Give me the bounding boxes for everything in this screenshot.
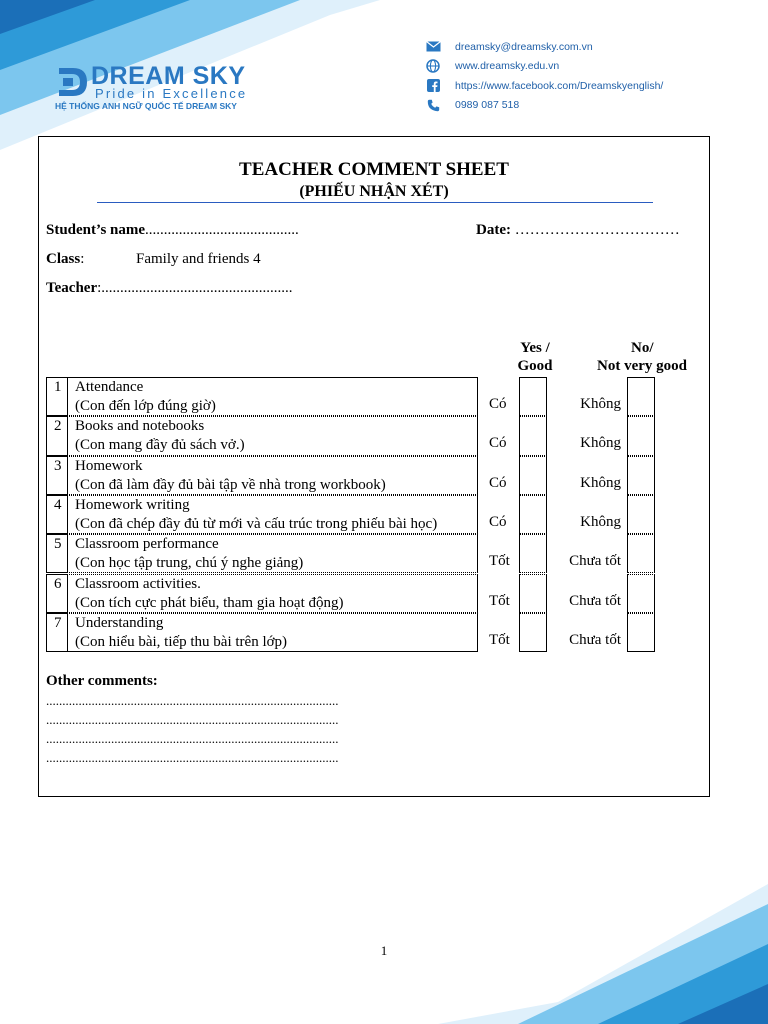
class-label: Class — [46, 251, 81, 267]
criteria-desc: (Con đã làm đầy đủ bài tập về nhà trong workbook) — [75, 476, 386, 493]
teacher-field[interactable] — [46, 280, 293, 297]
criteria-desc: (Con đến lớp đúng giờ) — [75, 398, 216, 414]
criteria-row — [46, 534, 478, 573]
class-value: Family and friends 4 — [136, 251, 261, 267]
criteria-row — [46, 416, 478, 455]
class-field — [46, 251, 84, 268]
logo-title: DREAM SKY — [91, 62, 246, 90]
page-number: 1 — [380, 943, 388, 958]
no-header-line2: Not very good — [597, 358, 687, 374]
no-not-good-header — [589, 339, 695, 375]
no-option-label: Không — [580, 474, 621, 491]
criteria-desc: (Con hiểu bài, tiếp thu bài trên lớp) — [75, 633, 288, 650]
yes-checkbox[interactable] — [519, 416, 547, 455]
contact-website-text[interactable]: www.dreamsky.edu.vn — [455, 60, 560, 73]
no-checkbox[interactable] — [627, 534, 655, 573]
comment-line[interactable]: .......................................................................................... — [46, 693, 339, 708]
contact-facebook-text[interactable]: https://www.facebook.com/Dreamskyenglish/ — [455, 79, 664, 92]
no-checkbox[interactable] — [627, 377, 655, 416]
criteria-name: Classroom activities. — [75, 575, 201, 592]
criteria-name: Homework writing — [75, 496, 190, 513]
criteria-name: Understanding — [75, 614, 164, 631]
contact-phone — [424, 96, 663, 116]
no-option-label: Chưa tốt — [569, 631, 621, 648]
contact-facebook — [424, 76, 663, 96]
contact-list — [424, 37, 663, 115]
yes-option-label: Có — [489, 396, 507, 412]
other-comments-label: Other comments: — [46, 673, 158, 689]
form-title: TEACHER COMMENT SHEET — [239, 159, 509, 180]
class-colon: : — [80, 251, 85, 267]
no-option-label: Không — [580, 513, 621, 530]
criteria-number: 1 — [46, 377, 67, 416]
teacher-value[interactable]: :................................................... — [97, 280, 293, 296]
criteria-description — [67, 495, 478, 534]
criteria-description — [67, 613, 478, 652]
no-option-label: Chưa tốt — [569, 592, 621, 609]
title-underline — [97, 202, 653, 203]
criteria-row — [46, 377, 478, 416]
no-checkbox[interactable] — [627, 613, 655, 652]
contact-website — [424, 57, 663, 77]
date-field[interactable] — [476, 222, 680, 239]
criteria-desc: (Con đã chép đầy đủ từ mới và cấu trúc trong phiếu bài học) — [75, 515, 438, 532]
criteria-description — [67, 416, 478, 455]
student-name-field[interactable] — [46, 222, 299, 239]
date-label: Date: — [476, 222, 511, 238]
yes-checkbox[interactable] — [519, 456, 547, 495]
student-name-value[interactable]: ......................................... — [145, 222, 299, 238]
comment-line[interactable]: .......................................................................................... — [46, 712, 339, 727]
criteria-number: 4 — [46, 495, 67, 534]
criteria-number: 5 — [46, 534, 67, 573]
yes-checkbox[interactable] — [519, 613, 547, 652]
globe-icon — [424, 58, 442, 74]
no-option-label: Chưa tốt — [569, 553, 621, 570]
criteria-row — [46, 613, 478, 652]
criteria-desc: (Con mang đầy đủ sách vở.) — [75, 437, 245, 454]
criteria-row — [46, 456, 478, 495]
criteria-name: Books and notebooks — [75, 418, 205, 435]
criteria-description — [67, 377, 478, 416]
criteria-row — [46, 574, 478, 613]
student-name-label: Student’s name — [46, 222, 146, 238]
yes-checkbox[interactable] — [519, 574, 547, 613]
criteria-number: 2 — [46, 416, 67, 455]
criteria-number: 6 — [46, 574, 67, 613]
criteria-description — [67, 456, 478, 495]
no-header-line1: No/ — [631, 340, 654, 356]
criteria-name: Attendance — [75, 379, 144, 395]
no-checkbox[interactable] — [627, 574, 655, 613]
logo-tagline: Pride in Excellence — [95, 86, 248, 101]
contact-email — [424, 37, 663, 57]
criteria-description — [67, 534, 478, 573]
criteria-row — [46, 495, 478, 534]
yes-option-label: Tốt — [489, 592, 510, 609]
no-option-label: Không — [580, 396, 621, 412]
yes-checkbox[interactable] — [519, 495, 547, 534]
criteria-description — [67, 574, 478, 613]
teacher-label: Teacher — [46, 280, 98, 296]
logo-subtitle: HỆ THỐNG ANH NGỮ QUỐC TẾ DREAM SKY — [55, 101, 237, 111]
yes-option-label: Tốt — [489, 631, 510, 648]
yes-checkbox[interactable] — [519, 377, 547, 416]
date-value[interactable]: …………………………… — [514, 222, 680, 238]
contact-phone-text[interactable]: 0989 087 518 — [455, 99, 520, 112]
contact-email-text[interactable]: dreamsky@dreamsky.com.vn — [455, 40, 593, 53]
form-subtitle: (PHIẾU NHẬN XÉT) — [299, 183, 449, 200]
brand-logo — [55, 62, 295, 122]
comment-sheet-form — [38, 136, 710, 797]
yes-option-label: Có — [489, 474, 507, 491]
yes-header-line1: Yes / — [520, 340, 550, 356]
yes-good-header — [505, 339, 565, 375]
criteria-desc: (Con tích cực phát biểu, tham gia hoạt động) — [75, 594, 344, 611]
criteria-name: Homework — [75, 457, 143, 474]
phone-icon — [424, 97, 442, 113]
comment-line[interactable]: .......................................................................................... — [46, 731, 339, 746]
criteria-number: 3 — [46, 456, 67, 495]
yes-option-label: Có — [489, 513, 507, 530]
yes-option-label: Có — [489, 435, 507, 452]
criteria-name: Classroom performance — [75, 536, 219, 553]
logo-mark-icon — [57, 64, 91, 100]
facebook-icon — [424, 78, 442, 94]
no-option-label: Không — [580, 435, 621, 452]
yes-header-line2: Good — [517, 358, 553, 374]
comment-line[interactable]: .......................................................................................... — [46, 750, 339, 765]
criteria-number: 7 — [46, 613, 67, 652]
no-checkbox[interactable] — [627, 416, 655, 455]
no-checkbox[interactable] — [627, 456, 655, 495]
criteria-desc: (Con học tập trung, chú ý nghe giảng) — [75, 555, 304, 572]
yes-option-label: Tốt — [489, 553, 510, 570]
no-checkbox[interactable] — [627, 495, 655, 534]
yes-checkbox[interactable] — [519, 534, 547, 573]
email-icon — [424, 39, 442, 55]
